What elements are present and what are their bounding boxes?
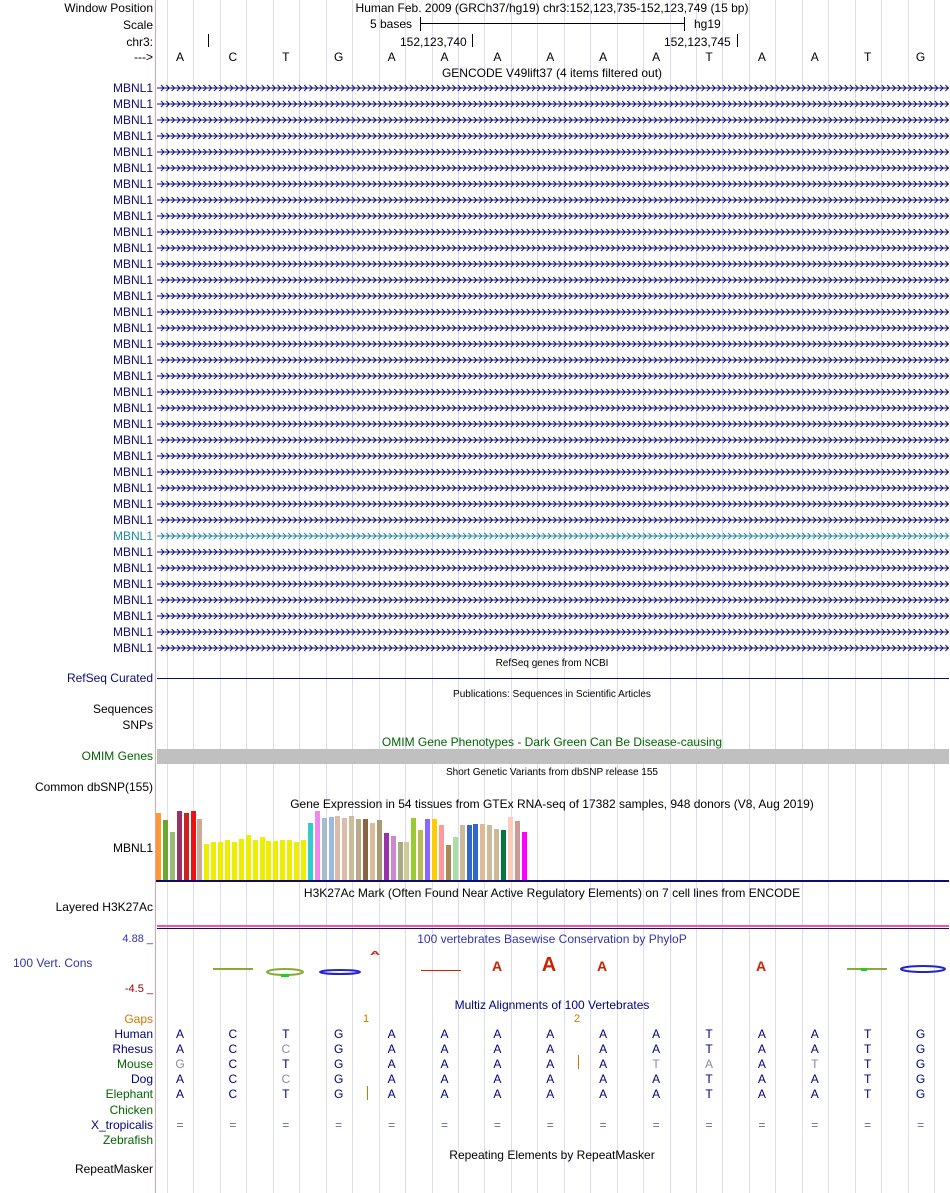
gencode-gene-label[interactable]: MBNL1: [112, 561, 153, 575]
gtex-tissue-bar[interactable]: [329, 817, 334, 880]
gtex-tissue-bar[interactable]: [418, 830, 423, 880]
gencode-transcript[interactable]: [157, 167, 949, 170]
alignment-base: G: [334, 1072, 344, 1087]
alignment-base: A: [546, 1027, 555, 1041]
alignment-base: G: [915, 1057, 926, 1072]
alignment-base: =: [864, 1117, 872, 1132]
gtex-tissue-bar[interactable]: [508, 817, 513, 880]
gencode-gene-label[interactable]: MBNL1: [112, 545, 153, 559]
gencode-gene-label[interactable]: MBNL1: [112, 433, 153, 447]
alignment-base: T: [864, 1042, 872, 1057]
logo-letter-t: [281, 974, 289, 977]
omim-label[interactable]: OMIM Genes: [81, 749, 153, 763]
gencode-transcript[interactable]: [157, 151, 949, 154]
gtex-tissue-bar[interactable]: [356, 819, 361, 880]
gtex-tissue-bar[interactable]: [170, 832, 175, 880]
gencode-transcript[interactable]: [157, 263, 949, 266]
alignment-base: A: [757, 1072, 766, 1087]
ruler-tick: [472, 34, 473, 47]
gtex-tissue-bar[interactable]: [349, 816, 354, 880]
gtex-tissue-bar[interactable]: [273, 841, 278, 880]
logo-letter-g: [213, 968, 253, 970]
gencode-transcript[interactable]: [157, 295, 949, 298]
h3k27ac-signal[interactable]: [157, 925, 949, 927]
alignment-base: T: [864, 1057, 872, 1072]
alignment-base: T: [864, 1072, 872, 1087]
alignment-base: A: [599, 1072, 608, 1087]
gencode-gene-label[interactable]: MBNL1: [112, 577, 153, 591]
alignment-base: A: [757, 1087, 766, 1102]
alignment-base: T: [652, 1057, 660, 1072]
gencode-transcript[interactable]: [157, 567, 949, 570]
scale-bases: 5 bases: [370, 17, 413, 31]
alignment-base: A: [493, 1027, 502, 1041]
logo-letter-a: A: [369, 950, 381, 957]
species-label[interactable]: Human: [114, 1027, 153, 1041]
alignment-base: A: [175, 1072, 185, 1087]
gencode-gene-label[interactable]: MBNL1: [112, 337, 153, 351]
gtex-tissue-bar[interactable]: [487, 825, 492, 880]
alignment-base: =: [705, 1117, 713, 1132]
gencode-gene-label[interactable]: MBNL1: [112, 161, 153, 175]
gtex-tissue-bar[interactable]: [315, 811, 320, 880]
gencode-transcript[interactable]: [157, 87, 949, 90]
gencode-gene-label[interactable]: MBNL1: [112, 193, 153, 207]
alignment-base: A: [810, 1072, 819, 1087]
phylop-label[interactable]: 100 Vert. Cons: [13, 956, 93, 970]
gencode-gene-label[interactable]: MBNL1: [112, 145, 153, 159]
alignment-base: A: [493, 1057, 502, 1072]
gtex-tissue-bar[interactable]: [425, 819, 430, 880]
gencode-transcript[interactable]: [157, 135, 949, 138]
logo-letter-a: [421, 970, 461, 971]
alignment-base: A: [440, 1072, 449, 1087]
gtex-tissue-bar[interactable]: [177, 811, 182, 880]
gencode-gene-label[interactable]: MBNL1: [112, 609, 153, 623]
alignment-base: G: [334, 1042, 344, 1057]
gencode-transcript[interactable]: [157, 199, 949, 202]
gtex-tissue-bar[interactable]: [377, 820, 382, 880]
gtex-tissue-bar[interactable]: [191, 811, 196, 880]
phylop-max: 4.88 _: [122, 933, 153, 945]
alignment-base: =: [917, 1117, 925, 1132]
alignment-base: T: [705, 1087, 713, 1102]
alignment-base: A: [175, 1087, 185, 1102]
logo-letter-a: A: [755, 958, 767, 974]
gencode-transcript[interactable]: [157, 183, 949, 186]
gencode-transcript[interactable]: [157, 359, 949, 362]
alignment-base: C: [228, 1087, 238, 1102]
alignment-base: C: [281, 1072, 291, 1087]
alignment-base: T: [864, 1027, 872, 1041]
chrom-label: chr3:: [126, 35, 153, 49]
alignment-base: A: [599, 1027, 608, 1041]
alignment-base: A: [175, 1027, 185, 1041]
gencode-transcript[interactable]: [157, 583, 949, 586]
gencode-gene-label[interactable]: MBNL1: [112, 273, 153, 287]
alignment-base: G: [334, 1087, 344, 1102]
gencode-transcript[interactable]: [157, 599, 949, 602]
gtex-tissue-bar[interactable]: [398, 842, 403, 880]
gencode-transcript[interactable]: [157, 375, 949, 378]
species-label[interactable]: Rhesus: [112, 1042, 153, 1057]
alignment-base: A: [757, 1027, 766, 1041]
gtex-tissue-bar[interactable]: [225, 840, 230, 880]
alignment-base: C: [228, 1072, 238, 1087]
gtex-tissue-bar[interactable]: [446, 845, 451, 880]
reference-base: A: [175, 50, 185, 64]
species-label[interactable]: Chicken: [109, 1102, 153, 1117]
logo-letter-a: A: [541, 954, 557, 976]
strand-label: --->: [134, 50, 153, 64]
alignment-base: T: [282, 1087, 290, 1102]
gencode-gene-label[interactable]: MBNL1: [112, 305, 153, 319]
alignment-base: T: [864, 1087, 872, 1102]
alignment-base: A: [546, 1042, 555, 1057]
alignment-base: A: [387, 1042, 396, 1057]
alignment-base: G: [915, 1087, 926, 1102]
logo-letter-t: [861, 968, 867, 971]
alignment-base: G: [915, 1042, 926, 1057]
reference-base: C: [228, 50, 238, 64]
alignment-base: A: [440, 1087, 449, 1102]
alignment-base: A: [387, 1027, 396, 1041]
gencode-gene-label[interactable]: MBNL1: [112, 353, 153, 367]
dbsnp-title[interactable]: Short Genetic Variants from dbSNP release 155: [446, 767, 658, 778]
alignment-base: A: [652, 1042, 661, 1057]
gencode-gene-label[interactable]: MBNL1: [112, 401, 153, 415]
gtex-tissue-bar[interactable]: [342, 818, 347, 880]
gencode-transcript[interactable]: [157, 103, 949, 106]
alignment-base: A: [652, 1027, 661, 1041]
coord-label-1: 152,123,740: [400, 35, 467, 49]
alignment-base: A: [440, 1057, 449, 1072]
gencode-gene-label[interactable]: MBNL1: [112, 449, 153, 463]
gencode-transcript[interactable]: [157, 279, 949, 282]
multiz-title[interactable]: Multiz Alignments of 100 Vertebrates: [454, 998, 650, 1012]
dbsnp-label[interactable]: Common dbSNP(155): [34, 780, 153, 794]
gencode-transcript[interactable]: [157, 231, 949, 234]
alignment-base: =: [493, 1117, 501, 1132]
alignment-base: =: [335, 1117, 343, 1132]
gtex-tissue-bar[interactable]: [384, 833, 389, 880]
gtex-tissue-bar[interactable]: [211, 842, 216, 880]
alignment-base: T: [811, 1057, 819, 1072]
alignment-base: A: [810, 1087, 819, 1102]
gencode-transcript[interactable]: [157, 455, 949, 458]
gtex-tissue-bar[interactable]: [163, 820, 168, 880]
reference-base: T: [864, 50, 872, 64]
gtex-tissue-bar[interactable]: [370, 823, 375, 880]
label-divider: [155, 0, 156, 1193]
alignment-base: G: [334, 1027, 344, 1041]
logo-letter-a: A: [491, 958, 503, 974]
alignment-base: =: [176, 1117, 184, 1132]
species-label[interactable]: Dog: [130, 1072, 153, 1087]
gencode-gene-label[interactable]: MBNL1: [112, 481, 153, 495]
gencode-gene-label[interactable]: MBNL1: [112, 625, 153, 639]
gencode-gene-label[interactable]: MBNL1: [112, 225, 153, 239]
reference-base: A: [387, 50, 396, 64]
alignment-base: A: [757, 1042, 766, 1057]
gencode-gene-label[interactable]: MBNL1: [112, 209, 153, 223]
scale-bar-left: [420, 17, 421, 31]
publications-title[interactable]: Publications: Sequences in Scientific Articles: [453, 689, 651, 700]
gtex-tissue-bar[interactable]: [453, 837, 458, 880]
gaps-label[interactable]: Gaps: [124, 1012, 153, 1026]
sequences-label[interactable]: Sequences: [92, 702, 153, 716]
gtex-tissue-bar[interactable]: [404, 842, 409, 880]
gtex-tissue-bar[interactable]: [391, 836, 396, 880]
gencode-transcript[interactable]: [157, 631, 949, 634]
scale-label: Scale: [122, 18, 153, 32]
alignment-base: A: [652, 1072, 661, 1087]
gencode-transcript[interactable]: [157, 423, 949, 426]
reference-base: A: [757, 50, 766, 64]
gap-mark-2: 2: [573, 1013, 581, 1025]
species-label[interactable]: Elephant: [105, 1087, 153, 1102]
gtex-tissue-bar[interactable]: [246, 835, 251, 880]
gap-mark-1: 1: [362, 1013, 370, 1025]
ruler-tick: [208, 34, 209, 47]
alignment-base: A: [493, 1087, 502, 1102]
logo-letter-a: A: [596, 958, 608, 974]
species-label[interactable]: Zebrafish: [102, 1132, 153, 1147]
alignment-base: T: [282, 1057, 290, 1072]
alignment-base: A: [440, 1042, 449, 1057]
gtex-tissue-bar[interactable]: [467, 825, 472, 880]
alignment-base: A: [757, 1057, 766, 1072]
assembly-label: hg19: [694, 17, 721, 31]
gtex-tissue-bar[interactable]: [294, 842, 299, 880]
phylop-min: -4.5 _: [124, 983, 153, 995]
gencode-transcript[interactable]: [157, 407, 949, 410]
alignment-base: A: [599, 1042, 608, 1057]
position-text[interactable]: Human Feb. 2009 (GRCh37/hg19) chr3:152,123,735-152,123,749 (15 bp): [355, 1, 749, 15]
alignment-base: A: [599, 1057, 608, 1072]
alignment-base: A: [704, 1057, 714, 1072]
alignment-base: A: [387, 1072, 396, 1087]
repeatmasker-title[interactable]: Repeating Elements by RepeatMasker: [449, 1148, 655, 1162]
gencode-gene-label[interactable]: MBNL1: [112, 241, 153, 255]
alignment-base: A: [493, 1042, 502, 1057]
alignment-base: =: [440, 1117, 449, 1132]
gtex-tissue-bar[interactable]: [184, 813, 189, 880]
gtex-tissue-bar[interactable]: [480, 824, 485, 880]
gtex-tissue-bar[interactable]: [260, 837, 265, 880]
gencode-gene-label[interactable]: MBNL1: [112, 289, 153, 303]
alignment-base: =: [599, 1117, 607, 1132]
alignment-base: A: [387, 1057, 396, 1072]
scale-bar: [420, 23, 685, 24]
gencode-gene-label[interactable]: MBNL1: [112, 129, 153, 143]
gencode-transcript[interactable]: [157, 391, 949, 394]
gtex-tissue-bar[interactable]: [253, 840, 258, 880]
alignment-base: T: [705, 1072, 713, 1087]
gencode-gene-label[interactable]: MBNL1: [112, 97, 153, 111]
window-position-label: Window Position: [64, 1, 153, 15]
gtex-tissue-bar[interactable]: [308, 823, 313, 880]
gencode-gene-label[interactable]: MBNL1: [112, 465, 153, 479]
refseq-label[interactable]: RefSeq Curated: [66, 671, 153, 685]
gtex-tissue-bar[interactable]: [280, 840, 285, 880]
gencode-gene-label[interactable]: MBNL1: [112, 113, 153, 127]
reference-base: A: [546, 50, 555, 64]
alignment-base: A: [440, 1027, 449, 1041]
alignment-base: =: [388, 1117, 396, 1132]
gencode-title[interactable]: GENCODE V49lift37 (4 items filtered out): [441, 66, 663, 80]
refseq-gene-line[interactable]: [157, 678, 949, 679]
species-label[interactable]: Mouse: [116, 1057, 153, 1072]
gencode-gene-label[interactable]: MBNL1: [112, 369, 153, 383]
gencode-gene-label[interactable]: MBNL1: [112, 385, 153, 399]
reference-base: A: [652, 50, 661, 64]
snps-label[interactable]: SNPs: [122, 718, 153, 732]
gtex-tissue-bar[interactable]: [266, 841, 271, 880]
logo-letter-g: [901, 966, 945, 972]
alignment-base: A: [387, 1087, 396, 1102]
reference-base: A: [440, 50, 449, 64]
omim-title[interactable]: OMIM Gene Phenotypes - Dark Green Can Be Disease-causing: [381, 735, 723, 749]
gtex-tissue-bar[interactable]: [204, 844, 209, 880]
gencode-transcript[interactable]: [157, 311, 949, 314]
gtex-tissue-bar[interactable]: [515, 821, 520, 880]
alignment-base: C: [228, 1027, 238, 1041]
alignment-base: C: [228, 1057, 238, 1072]
scale-bar-right: [684, 17, 685, 31]
alignment-base: T: [705, 1027, 713, 1041]
reference-base: T: [282, 50, 290, 64]
reference-base: A: [599, 50, 608, 64]
gencode-gene-label[interactable]: MBNL1: [112, 529, 153, 543]
ruler-tick: [737, 34, 738, 47]
gtex-tissue-bar[interactable]: [494, 829, 499, 880]
logo-letter-c: [320, 970, 360, 974]
alignment-base: =: [546, 1117, 554, 1132]
gtex-tissue-bar[interactable]: [473, 824, 478, 880]
alignment-base: A: [546, 1057, 555, 1072]
gencode-transcript[interactable]: [157, 215, 949, 218]
gencode-transcript[interactable]: [157, 535, 949, 538]
alignment-base: T: [282, 1027, 290, 1041]
gtex-tissue-bar[interactable]: [501, 830, 506, 880]
gencode-transcript[interactable]: [157, 247, 949, 250]
gtex-tissue-bar[interactable]: [322, 818, 327, 880]
gtex-tissue-bar[interactable]: [439, 825, 444, 880]
alignment-base: G: [175, 1057, 185, 1072]
reference-base: A: [810, 50, 819, 64]
alignment-base: =: [811, 1117, 819, 1132]
gencode-gene-label[interactable]: MBNL1: [112, 177, 153, 191]
gencode-gene-label[interactable]: MBNL1: [112, 513, 153, 527]
phylop-logo[interactable]: [157, 944, 949, 984]
alignment-base: A: [810, 1042, 819, 1057]
gtex-tissue-bar[interactable]: [411, 818, 416, 880]
gtex-tissue-bar[interactable]: [460, 825, 465, 880]
gtex-label[interactable]: MBNL1: [112, 841, 153, 855]
gencode-transcript[interactable]: [157, 439, 949, 442]
alignment-base: C: [228, 1042, 238, 1057]
h3k27ac-baseline: [157, 928, 949, 929]
gencode-transcript[interactable]: [157, 343, 949, 346]
alignment-base: C: [281, 1042, 291, 1057]
alignment-base: G: [334, 1057, 344, 1072]
gtex-title[interactable]: Gene Expression in 54 tissues from GTEx RNA-seq of 17382 samples, 948 donors (V8, Aug 2019): [290, 797, 814, 811]
gencode-gene-label[interactable]: MBNL1: [112, 641, 153, 655]
gencode-gene-label[interactable]: MBNL1: [112, 81, 153, 95]
gtex-tissue-bar[interactable]: [335, 816, 340, 880]
gtex-tissue-bar[interactable]: [218, 842, 223, 880]
gtex-tissue-bar[interactable]: [239, 839, 244, 880]
gtex-tissue-bar[interactable]: [301, 840, 306, 880]
gencode-transcript[interactable]: [157, 615, 949, 618]
alignment-base: G: [915, 1027, 926, 1041]
gencode-transcript[interactable]: [157, 503, 949, 506]
gencode-transcript[interactable]: [157, 647, 949, 650]
gencode-transcript[interactable]: [157, 551, 949, 554]
gtex-baseline: [156, 880, 949, 882]
alignment-base: =: [229, 1117, 237, 1132]
alignment-base: =: [282, 1117, 290, 1132]
gencode-transcript[interactable]: [157, 119, 949, 122]
gtex-tissue-bar[interactable]: [432, 819, 437, 880]
gencode-transcript[interactable]: [157, 327, 949, 330]
phylop-title[interactable]: 100 vertebrates Basewise Conservation by PhyloP: [417, 932, 687, 946]
alignment-base: A: [493, 1072, 502, 1087]
gencode-transcript[interactable]: [157, 471, 949, 474]
gencode-gene-label[interactable]: MBNL1: [112, 593, 153, 607]
h3k27ac-label[interactable]: Layered H3K27Ac: [55, 900, 153, 914]
alignment-base: A: [810, 1027, 819, 1041]
gencode-transcript[interactable]: [157, 519, 949, 522]
gtex-tissue-bar[interactable]: [156, 813, 161, 880]
reference-base: G: [334, 50, 344, 64]
reference-base: A: [493, 50, 502, 64]
alignment-base: =: [652, 1117, 660, 1132]
alignment-base: A: [546, 1087, 555, 1102]
alignment-base: A: [175, 1042, 185, 1057]
reference-base: T: [705, 50, 713, 64]
gencode-gene-label[interactable]: MBNL1: [112, 321, 153, 335]
alignment-base: A: [652, 1087, 661, 1102]
alignment-base: T: [705, 1042, 713, 1057]
repeatmasker-label[interactable]: RepeatMasker: [74, 1162, 153, 1176]
gtex-tissue-bar[interactable]: [522, 832, 527, 880]
gtex-tissue-bar[interactable]: [287, 840, 292, 880]
alignment-base: A: [546, 1072, 555, 1087]
gencode-gene-label[interactable]: MBNL1: [112, 257, 153, 271]
alignment-base: G: [915, 1072, 926, 1087]
alignment-base: =: [758, 1117, 766, 1132]
gtex-tissue-bar[interactable]: [363, 819, 368, 880]
omim-bar[interactable]: [157, 749, 949, 764]
alignment-base: A: [599, 1087, 608, 1102]
gencode-transcript[interactable]: [157, 487, 949, 490]
reference-base: G: [915, 50, 926, 64]
refseq-title[interactable]: RefSeq genes from NCBI: [495, 658, 609, 669]
gencode-gene-label[interactable]: MBNL1: [112, 417, 153, 431]
gencode-gene-label[interactable]: MBNL1: [112, 497, 153, 511]
gtex-tissue-bar[interactable]: [197, 819, 202, 880]
insertion-mark: [367, 1086, 368, 1100]
insertion-mark: [578, 1055, 579, 1069]
gtex-tissue-bar[interactable]: [232, 842, 237, 880]
h3k27ac-title[interactable]: H3K27Ac Mark (Often Found Near Active Regulatory Elements) on 7 cell lines from ENCODE: [303, 886, 801, 900]
gtex-bar-chart[interactable]: [156, 811, 948, 880]
species-label[interactable]: X_tropicalis: [90, 1117, 153, 1132]
coord-label-2: 152,123,745: [664, 35, 731, 49]
